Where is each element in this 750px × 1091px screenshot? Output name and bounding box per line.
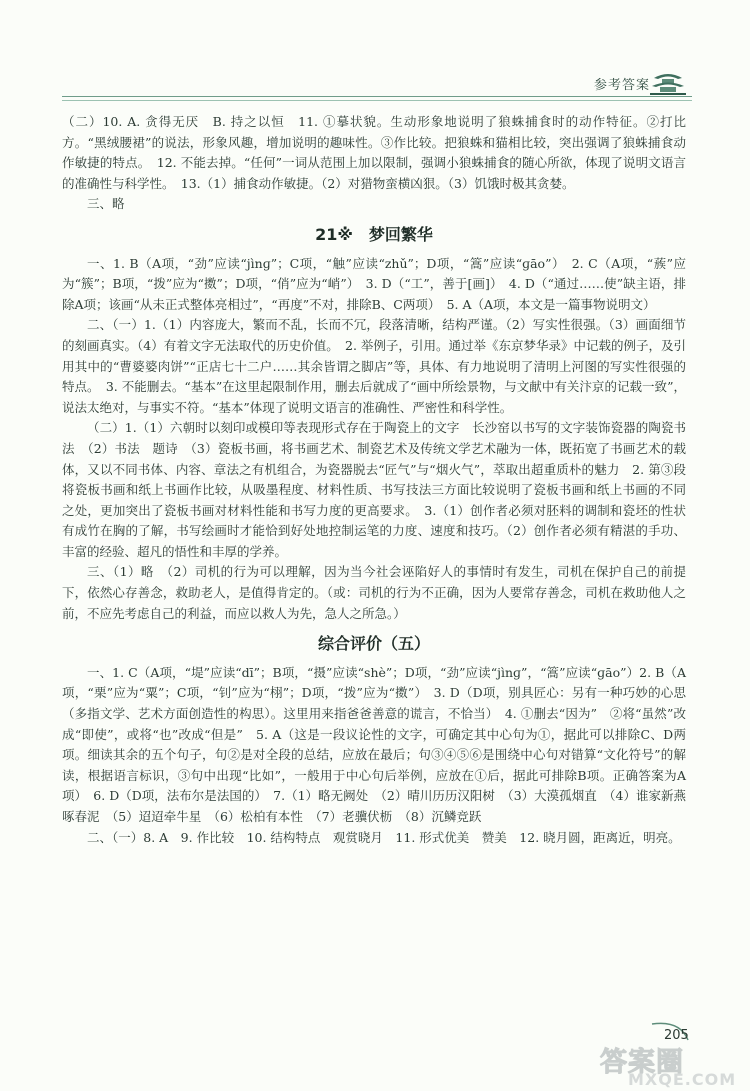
page-number: 205	[664, 1028, 689, 1043]
pagoda-ornament-icon	[650, 70, 686, 96]
answer-paragraph: 一、1. C（A项，“堤”应读“dī”；B项，“摄”应读“shè”；D项，“劲”应读“jìnɡ”，“篙”应读“ɡāo”）2. B（A项，“栗”应为“粟”；C项，“钊”应为“栩”；D项，“拨”应为“擞”） 3. D（D项，别具匠心：另有一种巧妙的心思（多指文学、艺术方面创造性的构思）。这里用来指爸爸善意的谎言，不恰当） 4. ①删去“因为” ②将“虽然”改成“即使”，或将“也”改成“但是” 5. A（这是一段议论性的文字，可确定其中心句为①，据此可以排除C、D两项。细读其余的五个句子，句②是对全段的总结，应放在最后；句③④⑤⑥是围绕中心句对错算“文化符号”的解读，根据语言标识，③句中出现“比如”，一般用于中心句后举例，应放在①后，据此可排除B项。正确答案为A项） 6. D（D项，法布尔是法国的） 7.（1）略无阙处 （2）晴川历历汉阳树 （3）大漠孤烟直 （4）谁家新燕啄春泥 （5）迢迢牵牛星 （6）松柏有本性 （7）老骥伏枥 （8）沉鳞竞跃	[62, 664, 686, 824]
section-title: 综合评价（五）	[317, 634, 430, 654]
header-rule	[62, 96, 692, 101]
answer-paragraph: 一、1. B（A项，“劲”应读“jìnɡ”；C项，“触”应读“zhǔ”；D项，“篙”应读“ɡāo”） 2. C（A项，“蔟”应为“簇”；B项，“拨”应为“擞”；D项，“俏”应为“峭”） 3. D（“工”，善于[画]） 4. D（“通过……使”缺主语，排除A项；该画“从未正式整体亮相过”，“再度”不对，排除B、C两项） 5. A（A项，本文是一篇事物说明文）	[62, 255, 686, 312]
answer-paragraph: 三、（1）略 （2）司机的行为可以理解，因为当今社会诬陷好人的事情时有发生，司机在保护自己的前提下，依然心存善念，救助老人，是值得肯定的。（或：司机的行为不正确，因为人要常存善念，司机在救助他人之前，不应先考虑自己的利益，而应以救人为先，急人之所急。）	[62, 564, 686, 621]
answer-paragraph: 三、略	[87, 196, 125, 212]
watermark-text: 答案圈	[600, 1047, 684, 1078]
watermark-url: MXQE.COM	[628, 1070, 737, 1089]
answer-paragraph: 二、（一）1.（1）内容庞大，繁而不乱，长而不冗，段落清晰，结构严谨。（2）写实性很强。（3）画面细节的刻画真实。（4）有着文字无法取代的历史价值。 2. 举例子，引用。通过举《东京梦华录》中记载的例子，及引用其中的“曹婆婆肉饼”“正店七十二户……其余皆谓之脚店”等，具体、有力地说明了清明上河图的写实性很强的特点。 3. 不能删去。“基本”在这里起限制作用，删去后就成了“画中所绘景物，与文献中有关汴京的记载一致”，说法太绝对，与事实不符。“基本”体现了说明文语言的准确性、严密性和科学性。	[62, 317, 686, 415]
section-title: 21※ 梦回繁华	[315, 224, 433, 244]
site-watermark	[598, 1040, 748, 1090]
header-title: 参考答案	[594, 78, 651, 93]
answer-paragraph: （二）1.（1）六朝时以刻印或模印等表现形式存在于陶瓷上的文字 长沙窑以书写的文字装饰瓷器的陶瓷书法 （2）书法 题诗 （3）瓷板书画，将书画艺术、制瓷艺术及传统文学艺术融为一体，既拓宽了书画艺术的载体，又以不同书体、内容、章法之有机组合，为瓷器脱去“匠气”与“烟火气”，萃取出超重质朴的魅力 2. 第③段将瓷板书画和纸上书画作比较，从吸墨程度、材料性质、书写技法三方面比较说明了瓷板书画和纸上书画的不同之处，更加突出了瓷板书画对材料性能和书写力度的更高要求。 3.（1）创作者必须对胚料的调制和瓷坯的性状有成竹在胸的了解，书写绘画时才能恰到好处地控制运笔的力度、速度和技巧。（2）创作者必须有精湛的手功、丰富的经验、超凡的悟性和丰厚的学养。	[62, 420, 686, 559]
answer-paragraph: （二）10. A. 贪得无厌 B. 持之以恒 11. ①摹状貌。生动形象地说明了狼蛛捕食时的动作特征。②打比方。“黑绒腰裙”的说法，形象风趣，增加说明的趣味性。③作比较。把狼蛛和猫相比较，突出强调了狼蛛捕食动作敏捷的特点。 12. 不能去掉。“任何”一词从范围上加以限制，强调小狼蛛捕食的随心所欲，体现了说明文语言的准确性与科学性。 13.（1）捕食动作敏捷。（2）对猎物蛮横凶狠。（3）饥饿时极其贪婪。	[62, 114, 686, 191]
answer-paragraph: 二、（一）8. A 9. 作比较 10. 结构特点 观赏晓月 11. 形式优美 赞美 12. 晓月圆，距离近，明亮。	[87, 829, 681, 845]
answer-content	[62, 112, 686, 848]
